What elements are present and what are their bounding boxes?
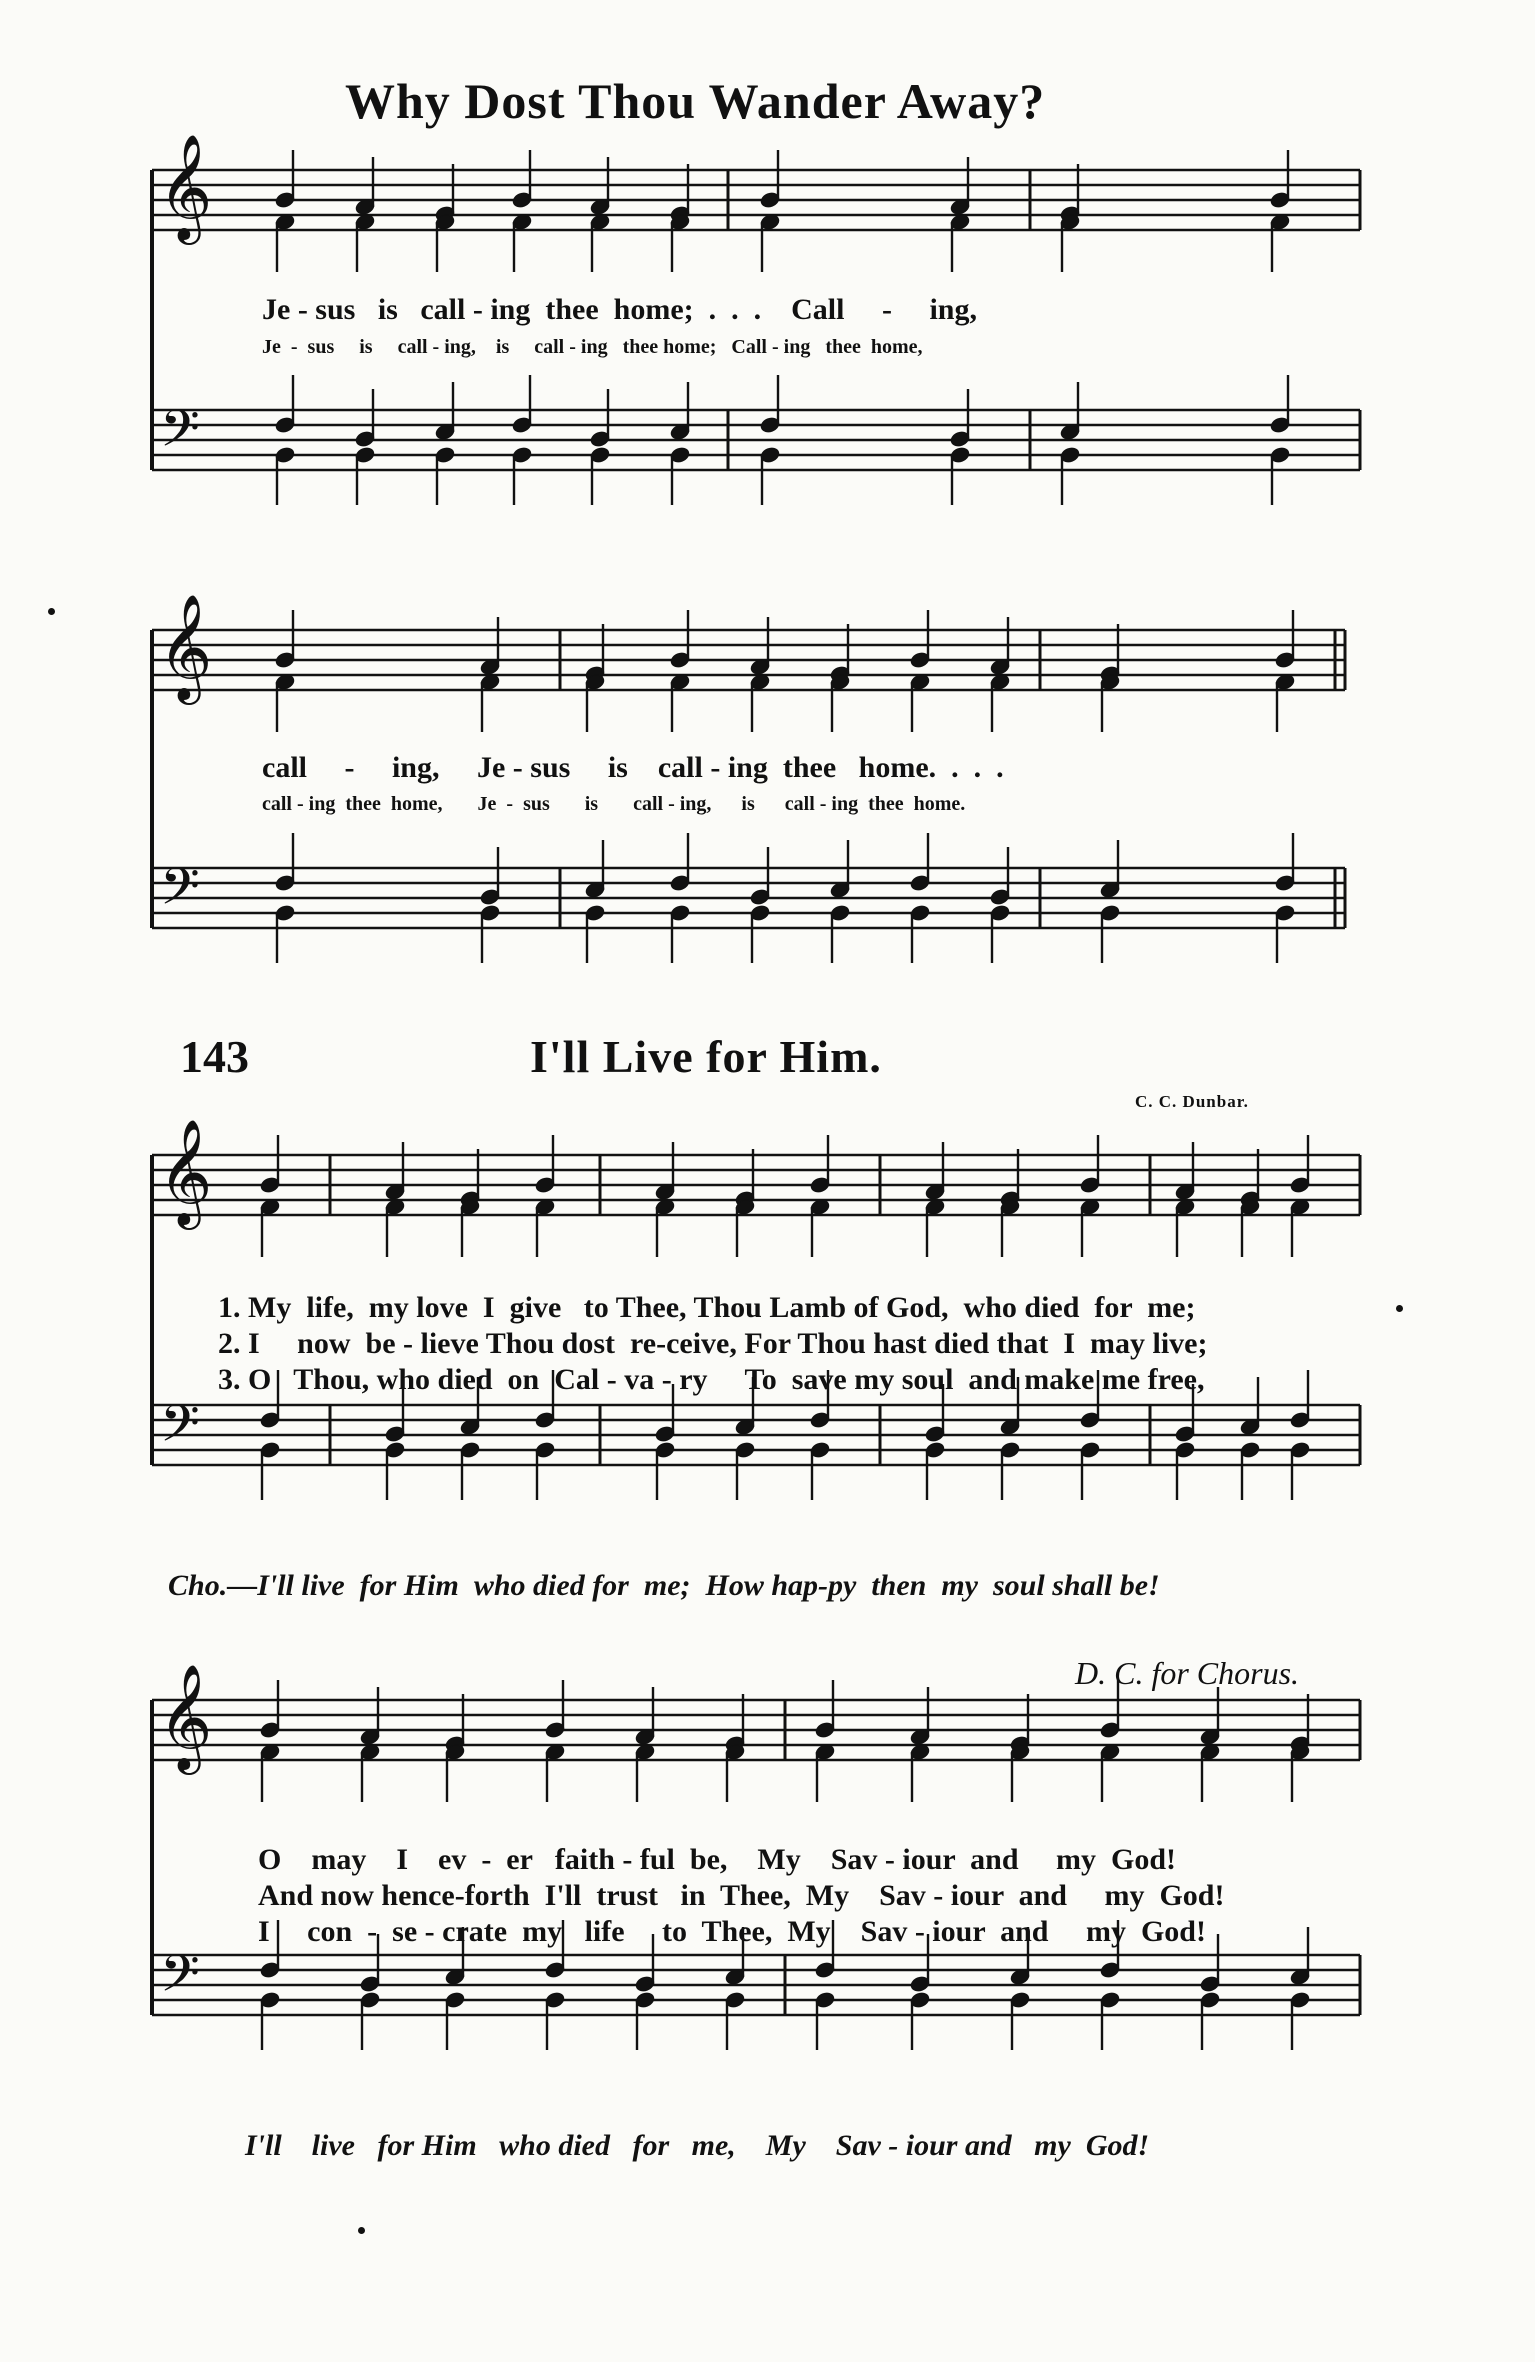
hymn2-s2-verse-1: O may I ev - er faith - ful be, My Sav - iour and my God! bbox=[258, 1843, 1177, 1876]
dc-marking: D. C. for Chorus. bbox=[1075, 1655, 1300, 1691]
hymn1-system2-response: call - ing thee home, Je - sus is call - ing, is call - ing thee home. bbox=[262, 793, 966, 815]
hymn2-verse-1: 1. My life, my love I give to Thee, Thou Lamb of God, who died for me; bbox=[218, 1291, 1196, 1324]
bass-clef-icon: 𝄢 bbox=[160, 1393, 200, 1466]
hymn2-chorus-line-1: Cho.—I'll live for Him who died for me; How hap-py then my soul shall be! bbox=[168, 1569, 1160, 1602]
bass-clef-icon: 𝄢 bbox=[160, 856, 200, 929]
hymn-title: I'll Live for Him. bbox=[530, 1031, 882, 1082]
hymn2-verse-2: 2. I now be - lieve Thou dost re-ceive, For Thou hast died that I may live; bbox=[218, 1327, 1208, 1360]
composer-credit: C. C. Dunbar. bbox=[1135, 1092, 1249, 1111]
hymn2-s2-verse-3: I con - se - crate my life to Thee, My Sav - iour and my God! bbox=[258, 1915, 1206, 1948]
treble-clef-icon: 𝄞 bbox=[158, 593, 213, 700]
hymn2-s2-verse-2: And now hence-forth I'll trust in Thee, My Sav - iour and my God! bbox=[258, 1879, 1225, 1912]
hymn2-verse-3: 3. O Thou, who died on Cal - va - ry To save my soul and make me free, bbox=[218, 1363, 1205, 1396]
hymn1-system2-verse: call - ing, Je - sus is call - ing thee home. . . . bbox=[262, 751, 1004, 784]
bass-clef-icon: 𝄢 bbox=[160, 1943, 200, 2016]
bass-clef-icon: 𝄢 bbox=[160, 398, 200, 471]
scan-speck bbox=[1396, 1305, 1403, 1312]
hymn-number: 143 bbox=[180, 1031, 249, 1082]
hymn1-system1-response: Je - sus is call - ing, is call - ing thee home; Call - ing thee home, bbox=[262, 336, 923, 358]
treble-clef-icon: 𝄞 bbox=[158, 1118, 213, 1225]
hymn2-chorus-line-2: I'll live for Him who died for me, My Sav - iour and my God! bbox=[245, 2129, 1150, 2162]
scan-speck bbox=[48, 608, 55, 615]
hymn-title: Why Dost Thou Wander Away? bbox=[345, 73, 1046, 129]
scan-speck bbox=[358, 2227, 365, 2234]
hymn1-system1-verse: Je - sus is call - ing thee home; . . . Call - ing, bbox=[262, 293, 977, 326]
treble-clef-icon: 𝄞 bbox=[158, 133, 213, 240]
treble-clef-icon: 𝄞 bbox=[158, 1663, 213, 1770]
